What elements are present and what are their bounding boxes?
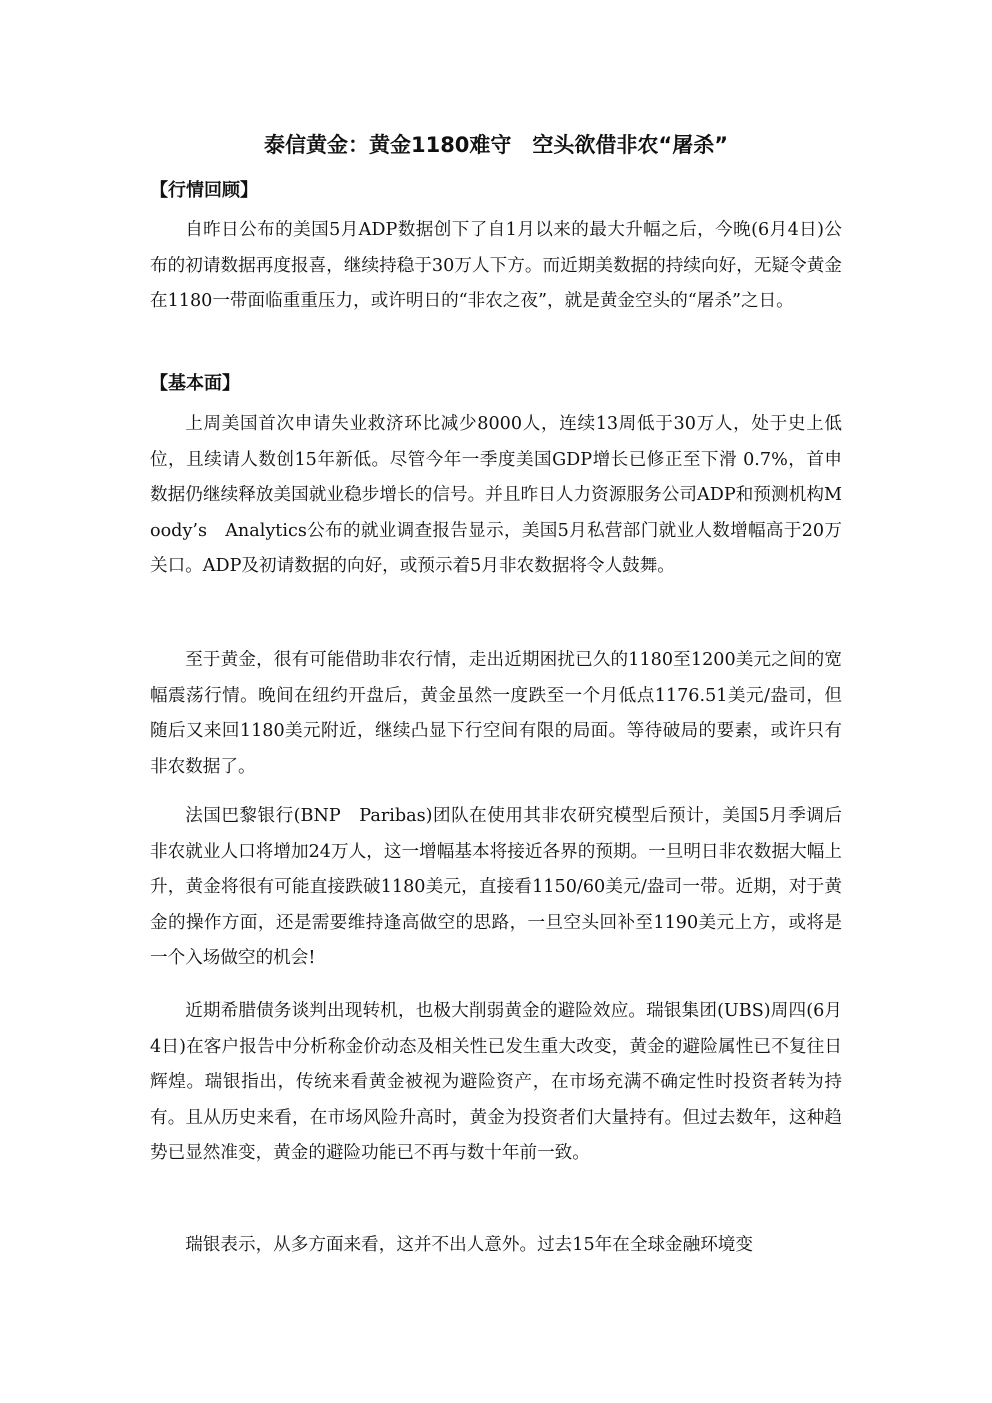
paragraph-market-review: 自昨日公布的美国5月ADP数据创下了自1月以来的最大升幅之后，今晚(6月4日)公布的初请数据再度报喜，继续持稳于30万人下方。而近期美数据的持续向好，无疑令黄金在1180一带面临重重压力，或许明日的“非农之夜”，就是黄金空头的“屠杀”之日。	[150, 220, 842, 311]
article-title: 泰信黄金：黄金1180难守 空头欲借非农“屠杀”	[263, 133, 729, 157]
paragraph-fundamentals-3: 法国巴黎银行(BNP Paribas)团队在使用其非农研究模型后预计，美国5月季调后非农就业人口将增加24万人，这一增幅基本将接近各界的预期。一旦明日非农数据大幅上升，黄金将很有可能直接跌破1180美元，直接看1150/60美元/盎司一带。近期，对于黄金的操作方面，还是需要维持逢高做空的思路，一旦空头回补至1190美元上方，或将是一个入场做空的机会!	[150, 806, 842, 968]
paragraph-fundamentals-2: 至于黄金，很有可能借助非农行情，走出近期困扰已久的1180至1200美元之间的宽幅震荡行情。晚间在纽约开盘后，黄金虽然一度跌至一个月低点1176.51美元/盎司，但随后又来回1180美元附近，继续凸显下行空间有限的局面。等待破局的要素，或许只有非农数据了。	[150, 650, 842, 777]
section-heading-market-review: 【行情回顾】	[150, 180, 258, 201]
paragraph-fundamentals-5: 瑞银表示，从多方面来看，这并不出人意外。过去15年在全球金融环境变	[185, 1235, 753, 1255]
paragraph-fundamentals-4: 近期希腊债务谈判出现转机，也极大削弱黄金的避险效应。瑞银集团(UBS)周四(6月4日)在客户报告中分析称金价动态及相关性已发生重大改变，黄金的避险属性已不复往日辉煌。瑞银指出，传统来看黄金被视为避险资产，在市场充满不确定性时投资者转为持有。且从历史来看，在市场风险升高时，黄金为投资者们大量持有。但过去数年，这种趋势已显然准变，黄金的避险功能已不再与数十年前一致。	[150, 1001, 842, 1163]
section-heading-fundamentals: 【基本面】	[150, 373, 240, 394]
paragraph-fundamentals-1: 上周美国首次申请失业救济环比减少8000人，连续13周低于30万人，处于史上低位，且续请人数创15年新低。尽管今年一季度美国GDP增长已修正至下滑 0.7%，首申数据仍继续释放美国就业稳步增长的信号。并且昨日人力资源服务公司ADP和预测机构Moody’s Analytics公布的就业调查报告显示，美国5月私营部门就业人数增幅高于20万关口。ADP及初请数据的向好，或预示着5月非农数据将令人鼓舞。	[150, 414, 842, 576]
